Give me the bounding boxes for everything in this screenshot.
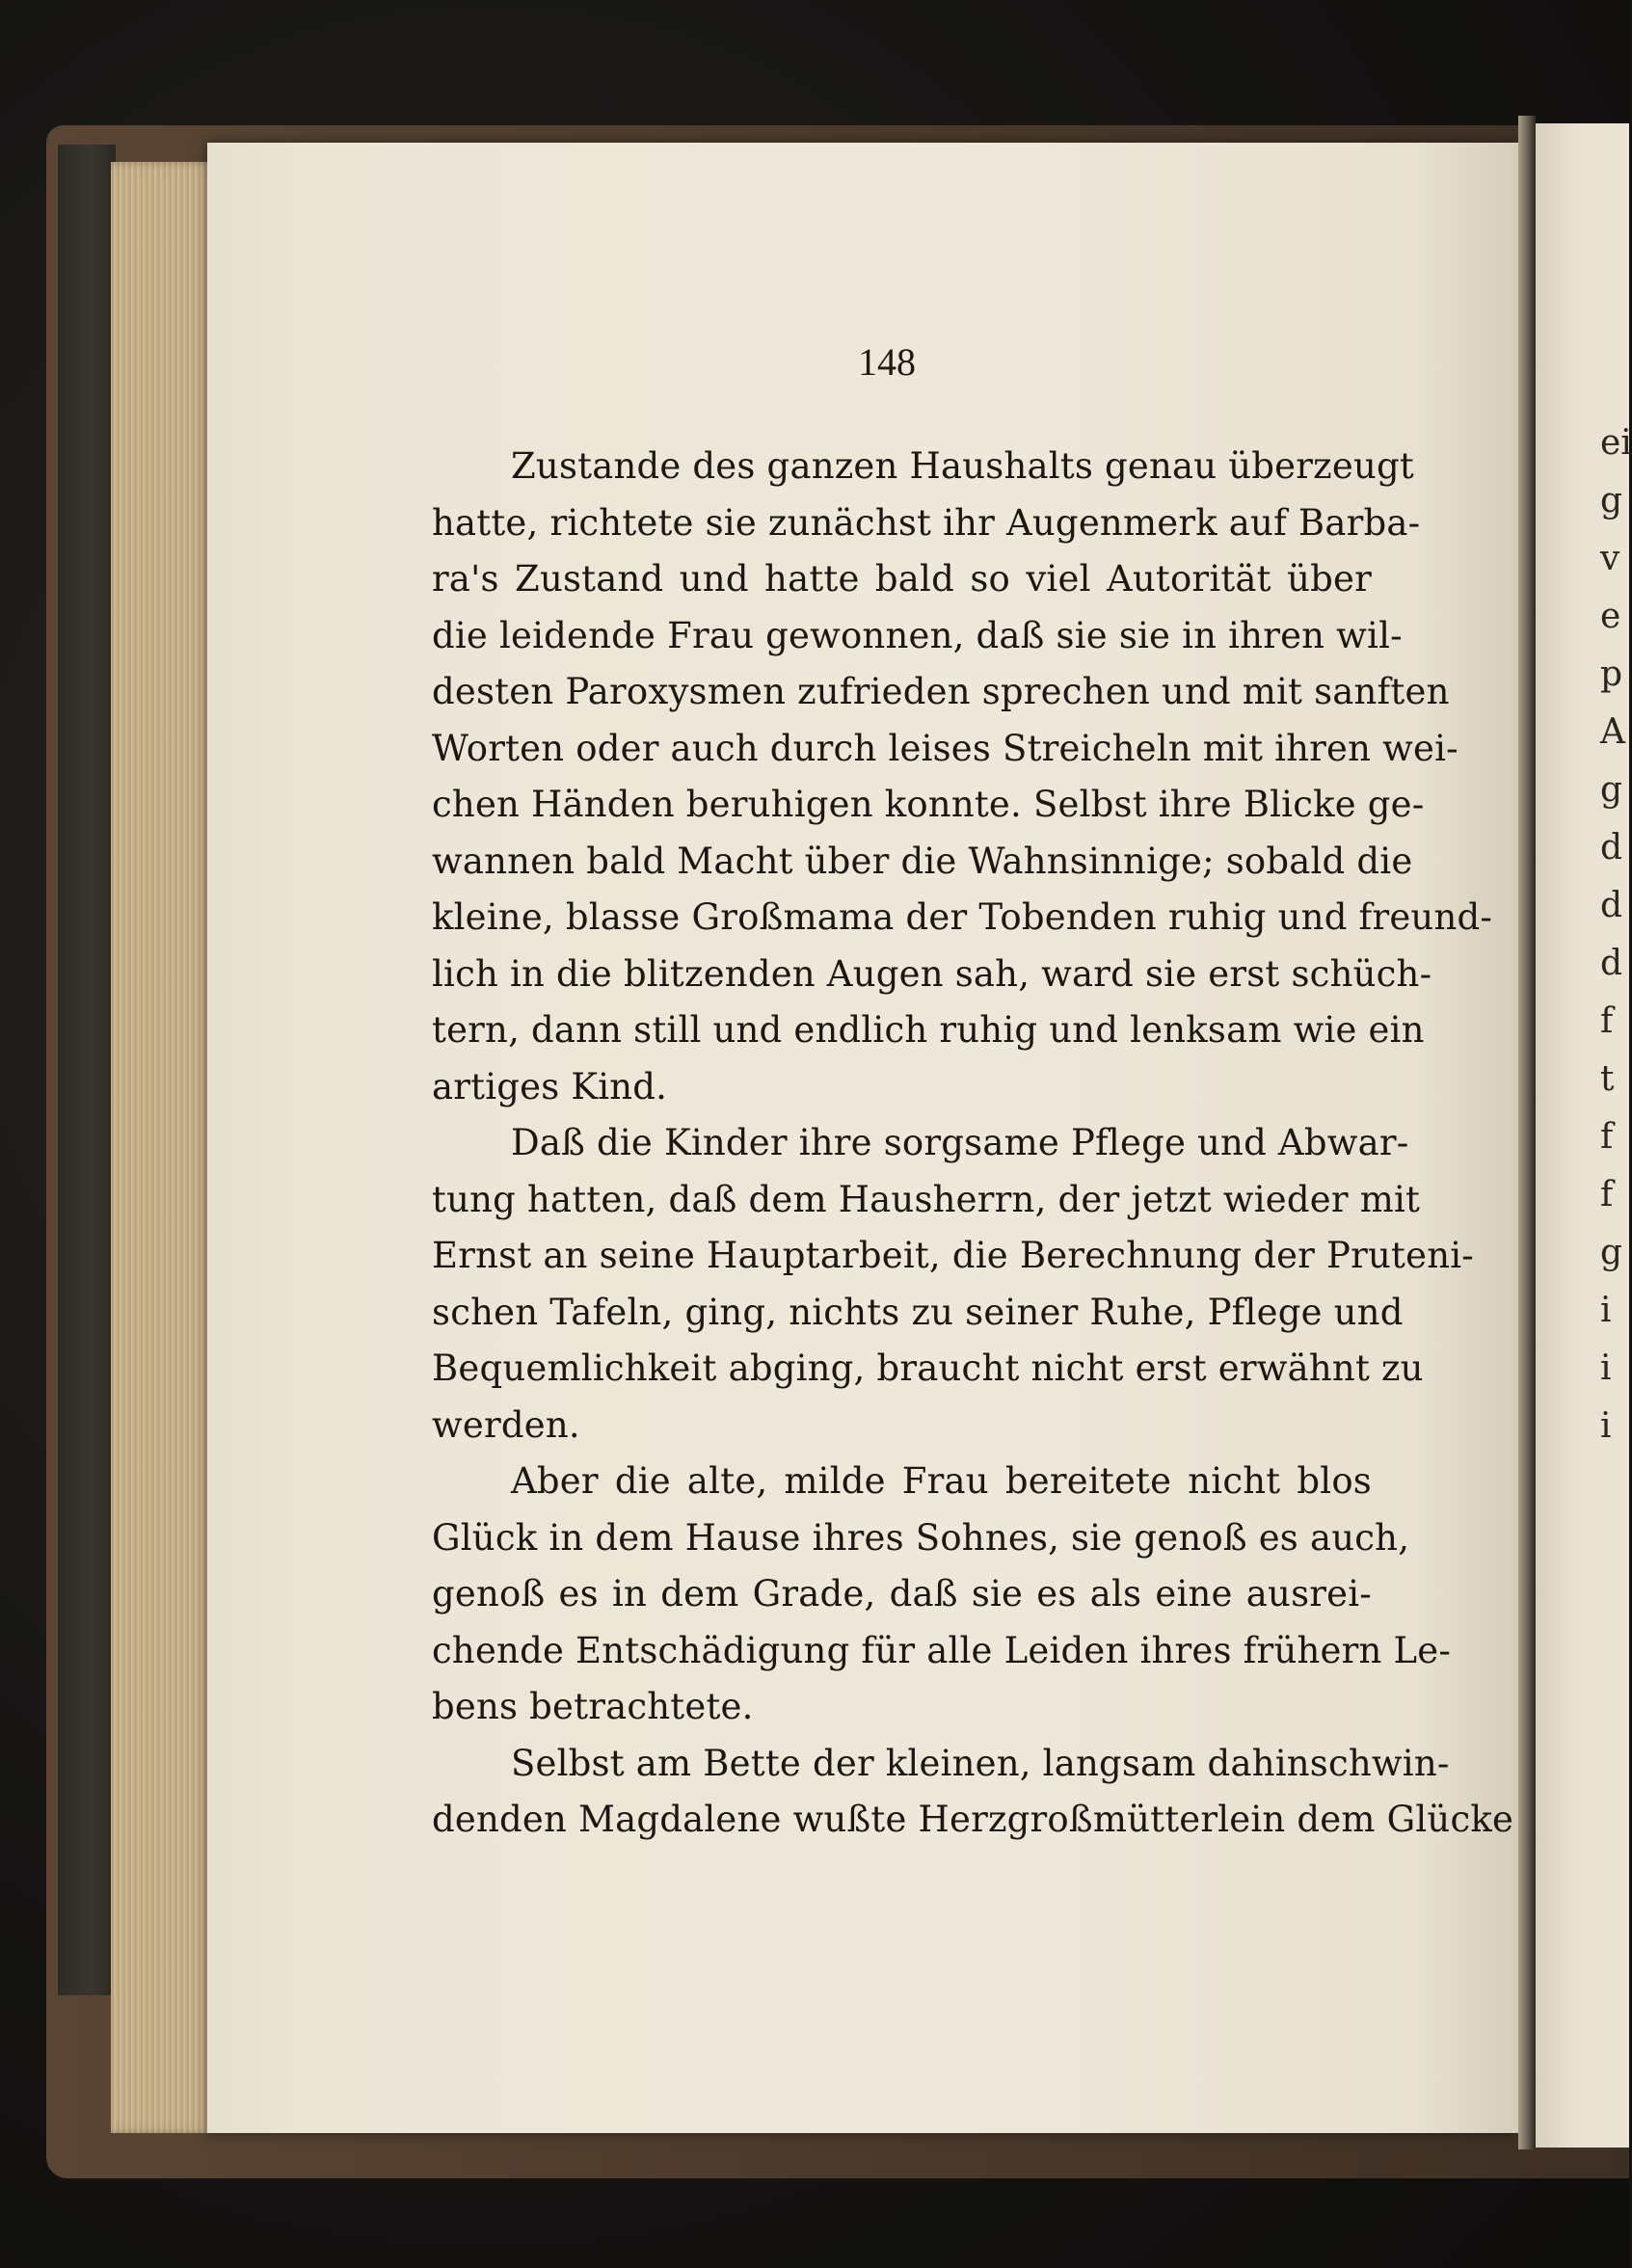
- text-line: Worten oder auch durch leises Streicheln mit ihren wei-: [432, 727, 1458, 769]
- edge-letter: i: [1600, 1348, 1612, 1388]
- text-line: lich in die blitzenden Augen sah, ward sie erst schüch-: [432, 952, 1432, 995]
- text-line: artiges Kind.: [432, 1065, 668, 1107]
- text-line: Glück in dem Hause ihres Sohnes, sie genoß es auch,: [432, 1516, 1410, 1559]
- text-line: hatte, richtete sie zunächst ihr Augenmerk auf Barba-: [432, 501, 1421, 544]
- next-page-text-edge: [1600, 414, 1632, 1918]
- book-gutter: [1518, 116, 1536, 2149]
- cover-edge: [58, 145, 116, 1995]
- text-line: genoß es in dem Grade, daß sie es als eine ausrei-: [432, 1573, 1372, 1614]
- edge-letter: g: [1600, 770, 1623, 810]
- text-line: Bequemlichkeit abging, braucht nicht erst erwähnt zu: [432, 1347, 1424, 1389]
- text-line: die leidende Frau gewonnen, daß sie sie in ihren wil-: [432, 614, 1403, 656]
- page-fore-edge: [111, 162, 217, 2133]
- text-line: chende Entschädigung für alle Leiden ihres frühern Le-: [432, 1629, 1452, 1671]
- text-line: chen Händen beruhigen konnte. Selbst ihre Blicke ge-: [432, 784, 1425, 825]
- text-line: Zustande des ganzen Haushalts genau überzeugt: [511, 445, 1414, 487]
- text-line: bens betrachtete.: [432, 1686, 754, 1727]
- page-text: [432, 439, 1514, 1849]
- text-line: tung hatten, daß dem Hausherrn, der jetzt wieder mit: [432, 1178, 1421, 1220]
- text-line: schen Tafeln, ging, nichts zu seiner Ruhe, Pflege und: [432, 1291, 1404, 1333]
- text-line: wannen bald Macht über die Wahnsinnige; sobald die: [432, 840, 1413, 882]
- text-line: denden Magdalene wußte Herzgroßmütterlein dem Glücke: [432, 1799, 1514, 1840]
- edge-letter: f: [1600, 1117, 1614, 1157]
- edge-letter: f: [1600, 1175, 1614, 1214]
- text-line: werden.: [432, 1403, 580, 1446]
- text-line: Ernst an seine Hauptarbeit, die Berechnung der Pruteni-: [432, 1235, 1474, 1276]
- edge-letter: d: [1600, 944, 1623, 983]
- text-line: desten Paroxysmen zufrieden sprechen und mit sanften: [432, 671, 1450, 712]
- edge-letter: v: [1600, 539, 1620, 578]
- edge-letter: i: [1600, 1406, 1612, 1446]
- edge-letter: g: [1600, 481, 1623, 520]
- text-line: Selbst am Bette der kleinen, langsam dahinschwin-: [511, 1742, 1450, 1784]
- text-line: ra's Zustand und hatte bald so viel Autorität über: [432, 558, 1372, 600]
- edge-letter: t: [1600, 1059, 1615, 1099]
- edge-letter: e: [1600, 597, 1621, 636]
- edge-letter: d: [1600, 828, 1623, 867]
- edge-letter: g: [1600, 1233, 1623, 1272]
- page-number: 148: [858, 340, 916, 384]
- text-line: tern, dann still und endlich ruhig und lenksam wie ein: [432, 1009, 1425, 1051]
- edge-letter: p: [1600, 654, 1623, 694]
- text-line: kleine, blasse Großmama der Tobenden ruhig und freund-: [432, 896, 1493, 938]
- edge-letter: ei: [1600, 423, 1632, 463]
- text-line: Aber die alte, milde Frau bereitete nicht blos: [511, 1460, 1372, 1502]
- edge-letter: i: [1600, 1291, 1612, 1330]
- edge-letter: f: [1600, 1001, 1614, 1041]
- edge-letter: d: [1600, 886, 1623, 925]
- text-line: Daß die Kinder ihre sorgsame Pflege und Abwar-: [511, 1122, 1409, 1163]
- edge-letter: A: [1600, 712, 1625, 752]
